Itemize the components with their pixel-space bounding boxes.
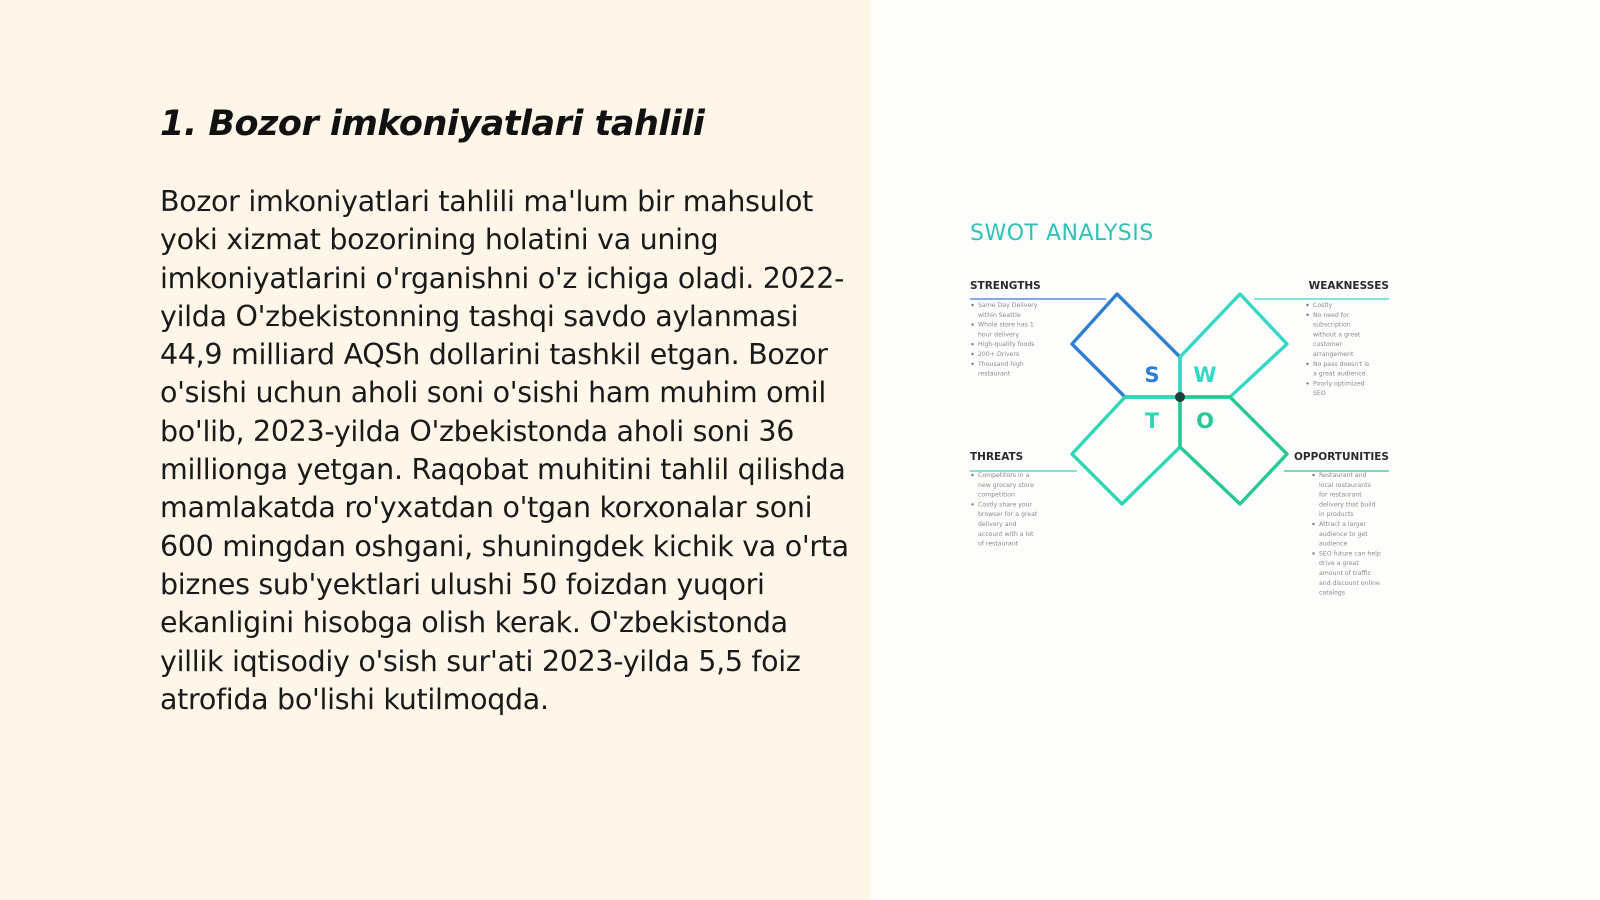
weaknesses-heading: WEAKNESSES [1308,280,1389,292]
strengths-petal [1072,294,1180,397]
weaknesses-items [1306,302,1369,397]
opportunities-items [1312,472,1381,597]
opportunities-bullet [1312,523,1314,525]
weaknesses-bullet [1306,363,1308,365]
threats-item: Costly share your browser for a great delivery and account with a lot of restaurant [978,501,1038,548]
weaknesses-letter: W [1193,363,1217,387]
threats-item: Competitors in a new grocery store competition [978,472,1034,499]
weaknesses-bullet [1306,304,1308,306]
weaknesses-bullet [1306,382,1308,384]
strengths-bullet [971,304,973,306]
swot-title: SWOT ANALYSIS [970,221,1154,246]
weaknesses-item: No pass doesn't is a great audience [1313,360,1370,378]
threats-heading: THREATS [970,451,1024,463]
weaknesses-item: Poorly optimized SEO [1313,380,1365,398]
swot-analysis-image [970,210,1420,597]
strengths-item: Same Day Delivery within Seattle [978,302,1038,319]
weaknesses-item: Costly [1313,302,1333,309]
opportunities-item: SEO future can help drive a great amount of traffic and discount online catalogs [1319,550,1381,597]
strengths-heading: STRENGTHS [970,280,1041,292]
opportunities-heading: OPPORTUNITIES [1293,451,1389,463]
threats-letter: T [1144,409,1160,433]
opportunities-bullet [1312,552,1314,554]
threats-items [971,472,1038,548]
strengths-bullet [971,343,973,345]
slide-title: 1. Bozor imkoniyatlari tahlili [160,104,705,144]
opportunities-item: Attract a larger audience to get audience [1319,521,1368,548]
strengths-item: Thousand high restaurant [978,360,1024,378]
opportunities-letter: O [1196,409,1214,433]
swot-diagram [970,210,1420,597]
threats-petal [1072,397,1180,504]
opportunities-item: Restaurant and local restaurants for restaurant delivery that build in products [1319,472,1376,519]
weaknesses-item: No need for subscription without a great customer arrangement [1313,311,1361,358]
weaknesses-bullet [1306,314,1308,316]
strengths-item: High-quality foods [978,341,1035,349]
strengths-letter: S [1144,363,1160,387]
opportunities-bullet [1312,474,1314,476]
threats-bullet [971,503,973,505]
strengths-bullet [971,363,973,365]
strengths-item: 200+ Drivers [978,351,1020,358]
strengths-bullet [971,323,973,325]
body-paragraph: Bozor imkoniyatlari tahlili ma'lum bir mahsulot yoki xizmat bozorining holatini va uning imkoniyatlarini o'rganishni o'z ichiga oladi. 2022-yilda O'zbekistonning tashqi savdo aylanmasi 44,9 milliard AQSh dollarini tashkil etgan. Bozor o'sishi uchun aholi soni o'sishi ham muhim omil bo'lib, 2023-yilda O'zbekistonda aholi soni 36 millionga yetgan. Raqobat muhitini tahlil qilishda mamlakatda ro'yxatdan o'tgan korxonalar soni 600 mingdan oshgani, shuningdek kichik va o'rta biznes sub'yektlari ulushi 50 foizdan yuqori ekanligini hisobga olish kerak. O'zbekistonda yillik iqtisodiy o'sish sur'ati 2023-yilda 5,5 foiz atrofida bo'lishi kutilmoqda. [160,185,849,716]
strengths-bullet [971,353,973,355]
threats-bullet [971,474,973,476]
strengths-items [971,302,1037,378]
strengths-item: Whole store has 1 hour delivery [978,321,1034,339]
center-dot [1175,392,1185,402]
